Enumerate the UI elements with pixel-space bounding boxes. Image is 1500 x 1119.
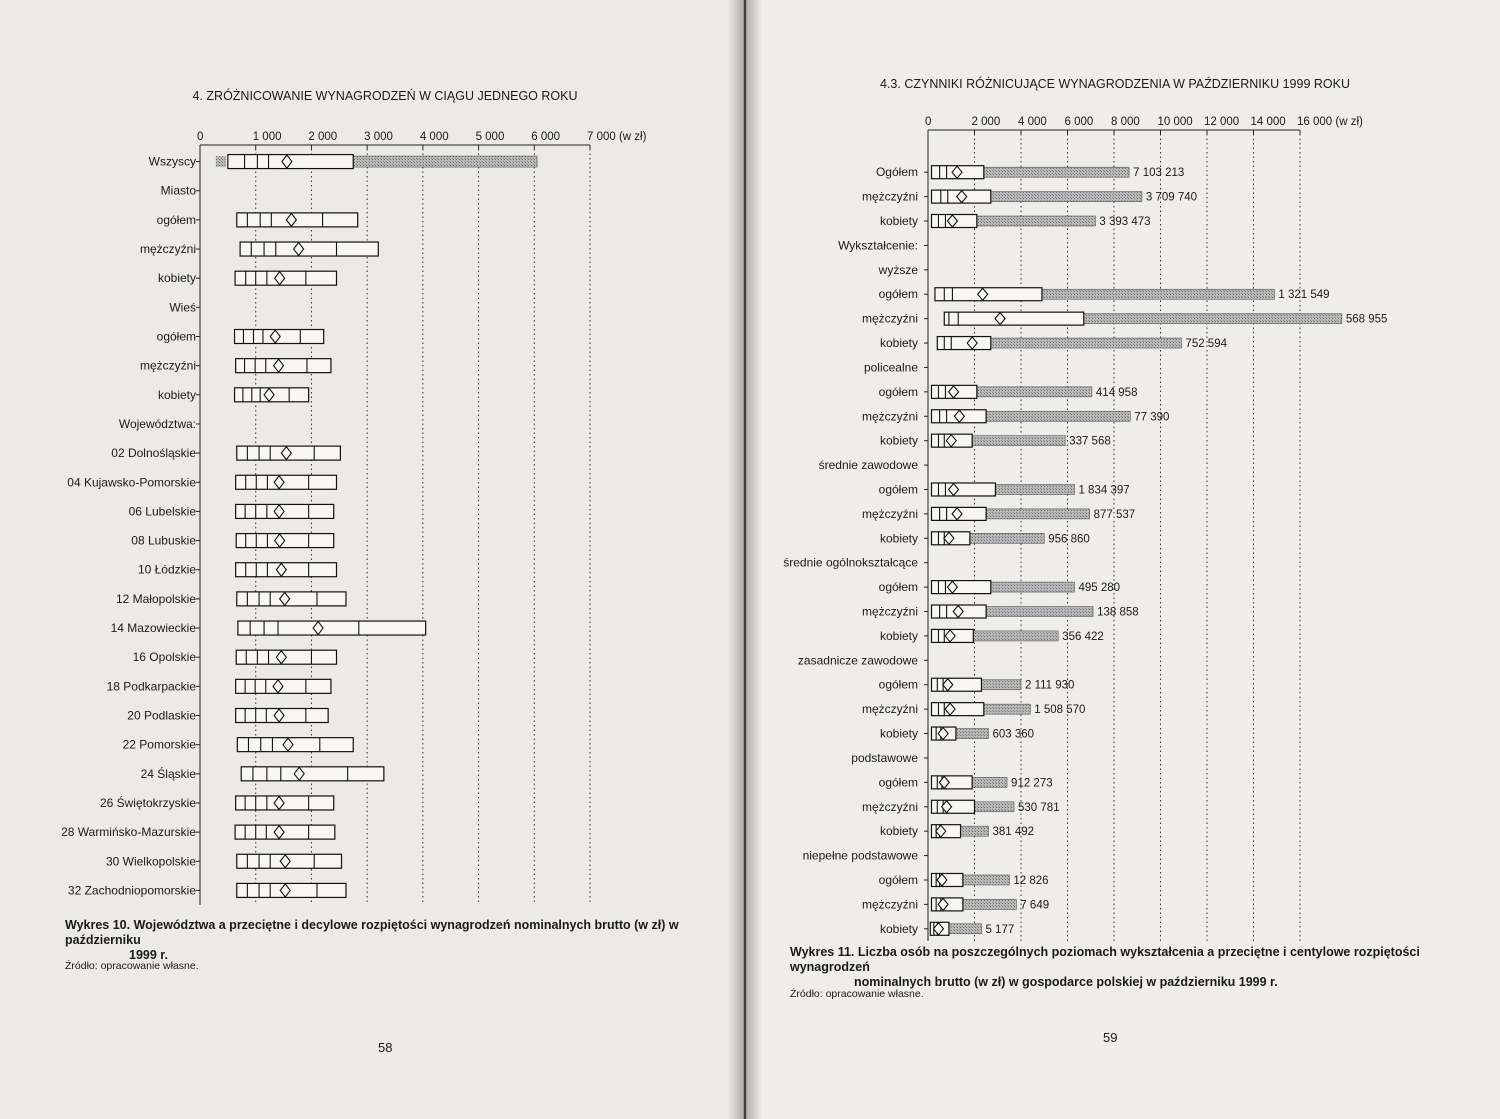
caption-left-line1: Wykres 10. Województwa a przeciętne i decylowe rozpiętości wynagrodzeń nominalnych brutto (w zł) w październiku	[65, 918, 679, 947]
tail-bar	[977, 387, 1092, 397]
count-label: 337 568	[1069, 435, 1111, 448]
range-box	[931, 581, 990, 594]
row-label: mężczyźni	[139, 358, 196, 373]
count-label: 356 422	[1062, 630, 1104, 643]
row-label: 06 Lubelskie	[128, 504, 196, 519]
row-label: kobiety	[879, 336, 918, 351]
row-label: ogółem	[878, 287, 918, 302]
row-label: mężczyźni	[861, 506, 918, 521]
row-label: Wykształcenie:	[838, 238, 918, 253]
range-box	[931, 703, 983, 716]
caption-left-line2: 1999 r.	[129, 948, 168, 962]
x-tick-label: 4 000	[419, 131, 449, 143]
tail-bar	[972, 777, 1007, 787]
row-label: 10 Łódzkie	[137, 562, 196, 577]
row-label: 18 Podkarpackie	[106, 679, 196, 694]
tail-bar	[991, 338, 1182, 348]
range-box	[931, 800, 974, 813]
x-tick-label: 14 000	[1250, 116, 1286, 128]
row-label: zasadnicze zawodowe	[797, 653, 918, 668]
tail-bar	[973, 631, 1058, 641]
tail-bar	[970, 533, 1044, 543]
range-box	[937, 337, 990, 350]
row-label: Ogółem	[875, 165, 918, 180]
x-tick-label: 6 000	[531, 131, 561, 143]
tail-bar	[991, 192, 1142, 202]
row-label: wyższe	[878, 262, 918, 277]
count-label: 1 321 549	[1278, 289, 1330, 302]
row-label: policealne	[863, 360, 918, 375]
row-label: ogółem	[878, 677, 918, 692]
tail-bar	[972, 436, 1065, 446]
row-label: ogółem	[878, 384, 918, 399]
x-tick-label: 4 000	[1018, 116, 1047, 128]
caption-left	[65, 918, 725, 963]
tail-bar	[986, 607, 1093, 617]
count-label: 138 858	[1097, 606, 1139, 619]
row-label: mężczyźni	[861, 702, 918, 717]
page-number-left: 58	[378, 1040, 393, 1055]
row-label: kobiety	[879, 214, 918, 229]
row-label: mężczyźni	[861, 604, 918, 619]
x-tick-label: 7 000 (w zł)	[587, 131, 647, 143]
count-label: 5 177	[985, 923, 1015, 936]
row-label: ogółem	[878, 482, 918, 497]
row-label: kobiety	[157, 271, 196, 286]
range-box	[935, 288, 1042, 301]
source-right: Źródło: opracowanie własne.	[790, 988, 924, 1000]
row-label: kobiety	[879, 921, 918, 936]
count-label: 3 709 740	[1145, 191, 1198, 204]
x-tick-label: 3 000	[364, 131, 393, 143]
range-box	[931, 678, 981, 691]
row-label: ogółem	[878, 775, 918, 790]
count-label: 530 781	[1018, 801, 1060, 814]
count-label: 414 958	[1095, 386, 1138, 399]
row-label: 24 Śląskie	[140, 766, 196, 781]
x-tick-label: 10 000	[1157, 116, 1193, 128]
row-label: 26 Świętokrzyskie	[99, 795, 196, 810]
x-tick-label: 5 000	[475, 131, 505, 143]
count-label: 956 860	[1048, 533, 1090, 546]
count-label: 2 111 930	[1025, 679, 1075, 692]
row-label: mężczyźni	[139, 242, 196, 257]
count-label: 603 360	[992, 728, 1035, 741]
count-label: 12 826	[1013, 874, 1049, 887]
row-label: Województwa:	[118, 416, 196, 431]
count-label: 752 594	[1185, 338, 1228, 351]
x-tick-label: 6 000	[1064, 116, 1094, 128]
x-tick-label: 0	[925, 116, 932, 128]
row-label: 22 Pomorskie	[122, 737, 196, 752]
tail-bar	[981, 680, 1021, 690]
row-label: kobiety	[879, 628, 918, 643]
row-label: Miasto	[160, 183, 196, 198]
tail-bar	[977, 216, 1096, 226]
tail-bar	[956, 729, 989, 739]
source-left: Źródło: opracowanie własne.	[65, 960, 199, 972]
x-tick-label: 2 000	[308, 131, 338, 143]
row-label: 02 Dolnośląskie	[111, 446, 196, 461]
header-left: 4. ZRÓŻNICOWANIE WYNAGRODZEŃ W CIĄGU JEDNEGO ROKU	[192, 89, 578, 103]
row-label: mężczyźni	[861, 189, 918, 204]
row-label: 32 Zachodniopomorskie	[67, 883, 196, 898]
tail-bar	[986, 411, 1130, 421]
row-label: Wieś	[169, 300, 196, 315]
row-label: 14 Mazowieckie	[110, 621, 196, 636]
row-label: 12 Małopolskie	[115, 591, 196, 606]
tail-bar	[991, 582, 1075, 592]
count-label: 495 280	[1078, 582, 1121, 595]
tail-bar	[984, 167, 1129, 177]
header-right: 4.3. CZYNNIKI RÓŻNICUJĄCE WYNAGRODZENIA W PAŹDZIERNIKU 1999 ROKU	[880, 77, 1350, 91]
count-label: 77 390	[1134, 411, 1170, 424]
tail-bar	[1084, 314, 1342, 324]
caption-right-line1: Wykres 11. Liczba osób na poszczególnych poziomach wykształcenia a przeciętne i centylowe rozpiętości wynagrodzeń	[790, 945, 1420, 974]
row-label: 28 Warmińsko-Mazurskie	[61, 825, 196, 840]
range-box	[931, 483, 995, 496]
row-label: podstawowe	[851, 750, 918, 765]
tail-bar	[986, 509, 1089, 519]
count-label: 3 393 473	[1099, 216, 1151, 229]
caption-right-line2: nominalnych brutto (w zł) w gospodarce polskiej w październiku 1999 r.	[854, 975, 1278, 989]
row-label: 20 Podlaskie	[127, 708, 196, 723]
row-label: kobiety	[879, 433, 918, 448]
count-label: 912 273	[1011, 777, 1053, 790]
tail-bar	[963, 899, 1016, 909]
row-label: 08 Lubuskie	[131, 533, 196, 548]
row-label: ogółem	[878, 872, 918, 887]
range-box	[944, 312, 1084, 325]
row-label: kobiety	[879, 531, 918, 546]
page-number-right: 59	[1103, 1030, 1118, 1045]
x-tick-label: 0	[197, 131, 204, 143]
row-label: kobiety	[157, 387, 196, 402]
row-label: średnie zawodowe	[818, 458, 918, 473]
tail-bar	[975, 802, 1015, 812]
x-tick-label: 1 000	[252, 131, 282, 143]
x-tick-label: 16 000 (w zł)	[1297, 116, 1363, 128]
tail-bar	[1042, 289, 1275, 299]
x-tick-label: 8 000	[1111, 116, 1140, 128]
row-label: średnie ogólnokształcące	[783, 555, 918, 570]
row-label: 30 Wielkopolskie	[105, 854, 196, 869]
count-label: 1 834 397	[1078, 484, 1130, 497]
row-label: kobiety	[879, 726, 918, 741]
count-label: 7 649	[1020, 899, 1050, 912]
row-label: mężczyźni	[861, 799, 918, 814]
tail-bar	[995, 484, 1074, 494]
tail-bar	[949, 924, 982, 934]
row-label: Wszyscy	[148, 154, 196, 169]
count-label: 7 103 213	[1133, 167, 1185, 180]
count-label: 381 492	[992, 826, 1035, 839]
count-label: 1 508 570	[1034, 704, 1086, 717]
row-label: ogółem	[156, 212, 196, 227]
row-label: mężczyźni	[861, 409, 918, 424]
row-label: ogółem	[156, 329, 196, 344]
count-label: 568 955	[1345, 313, 1388, 326]
row-label: 04 Kujawsko-Pomorskie	[67, 475, 196, 490]
count-label: 877 537	[1093, 508, 1136, 521]
caption-right	[790, 945, 1450, 990]
row-label: mężczyźni	[861, 897, 918, 912]
x-tick-label: 12 000	[1204, 116, 1240, 128]
tail-bar	[963, 875, 1010, 885]
tail-bar	[984, 704, 1031, 714]
row-label: kobiety	[879, 824, 918, 839]
row-label: 16 Opolskie	[132, 650, 196, 665]
tail-bar	[961, 826, 989, 836]
row-label: ogółem	[878, 580, 918, 595]
row-label: niepełne podstawowe	[802, 848, 918, 863]
row-label: mężczyźni	[861, 311, 918, 326]
x-tick-label: 2 000	[971, 116, 1001, 128]
